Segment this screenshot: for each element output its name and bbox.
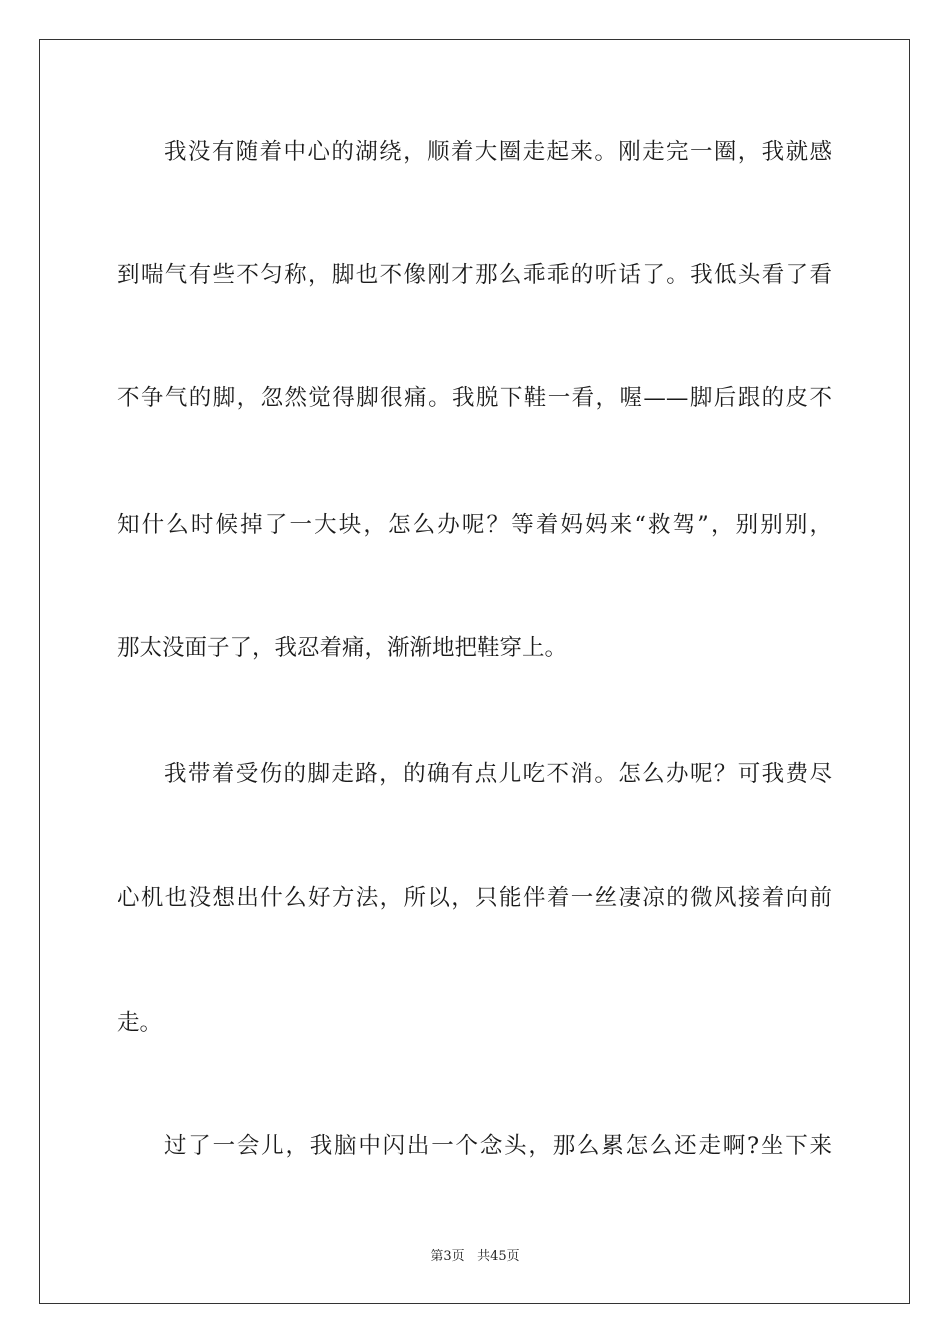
text-line-9: 过了一会儿，我脑中闪出一个念头，那么累怎么还走啊?坐下来	[164, 1133, 832, 1159]
text-line-7: 心机也没想出什么好方法，所以，只能伴着一丝凄凉的微风接着向前	[117, 885, 832, 911]
text-line-8: 走。	[117, 1010, 163, 1036]
page-number: 第3页	[430, 1249, 465, 1264]
text-line-6: 我带着受伤的脚走路，的确有点儿吃不消。怎么办呢？可我费尽	[164, 761, 832, 787]
page-border	[39, 39, 910, 1304]
text-line-5: 那太没面子了，我忍着痛，渐渐地把鞋穿上。	[117, 635, 568, 661]
text-line-3: 不争气的脚，忽然觉得脚很痛。我脱下鞋一看，喔——脚后跟的皮不	[117, 385, 832, 411]
text-line-4: 知什么时候掉了一大块，怎么办呢？等着妈妈来“救驾”，别别别，	[117, 512, 832, 538]
page-footer	[0, 1248, 950, 1266]
text-line-1: 我没有随着中心的湖绕，顺着大圈走起来。刚走完一圈，我就感	[164, 139, 832, 165]
text-line-2: 到喘气有些不匀称，脚也不像刚才那么乖乖的听话了。我低头看了看	[117, 262, 832, 288]
page-total: 共45页	[477, 1249, 520, 1264]
